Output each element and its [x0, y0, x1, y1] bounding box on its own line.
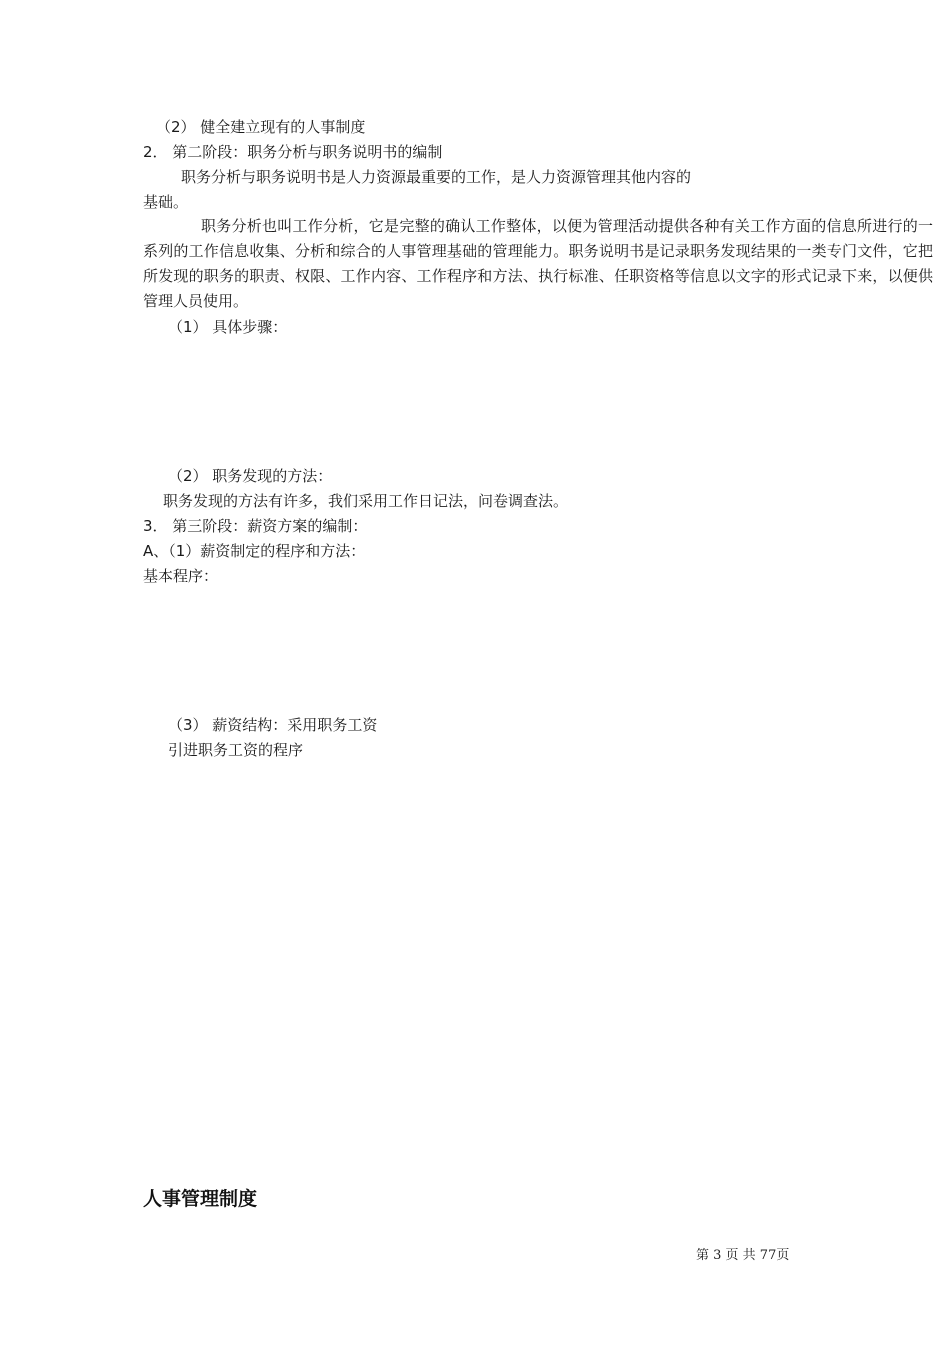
paragraph-job-analysis-definition: 职务分析也叫工作分析，它是完整的确认工作整体，以便为管理活动提供各种有关工作方面的信息所进行的一系列的工作信息收集、分析和综合的人事管理基础的管理能力。职务说明书是记录职务发现结果的一类专门文件，它把所发现的职务的职责、权限、工作内容、工作程序和方法、执行标准、任职资格等信息以文字的形式记录下来，以便供管理人员使用。 [143, 217, 933, 310]
footer-document-title: 人事管理制度 [143, 1188, 258, 1210]
item-salary-procedure: A、（1）薪资制定的程序和方法： [143, 542, 366, 560]
item-establish-hr-system: （2） 健全建立现有的人事制度 [156, 118, 366, 136]
heading-stage-two: 2． 第二阶段：职务分析与职务说明书的编制 [143, 143, 443, 161]
item-job-discovery-methods: （2） 职务发现的方法： [168, 467, 333, 485]
text-job-salary-procedure: 引进职务工资的程序 [168, 741, 304, 759]
text-foundation: 基础。 [143, 193, 189, 211]
text-basic-procedure: 基本程序： [143, 567, 219, 585]
item-salary-structure: （3） 薪资结构：采用职务工资 [168, 716, 378, 734]
text-job-analysis-intro: 职务分析与职务说明书是人力资源最重要的工作，是人力资源管理其他内容的 [181, 168, 692, 186]
heading-stage-three: 3． 第三阶段：薪资方案的编制： [143, 517, 368, 535]
page-number: 第 3 页 共 77页 [696, 1248, 790, 1263]
item-specific-steps: （1） 具体步骤： [168, 318, 288, 336]
text-discovery-methods-detail: 职务发现的方法有许多，我们采用工作日记法，问卷调查法。 [163, 492, 569, 510]
